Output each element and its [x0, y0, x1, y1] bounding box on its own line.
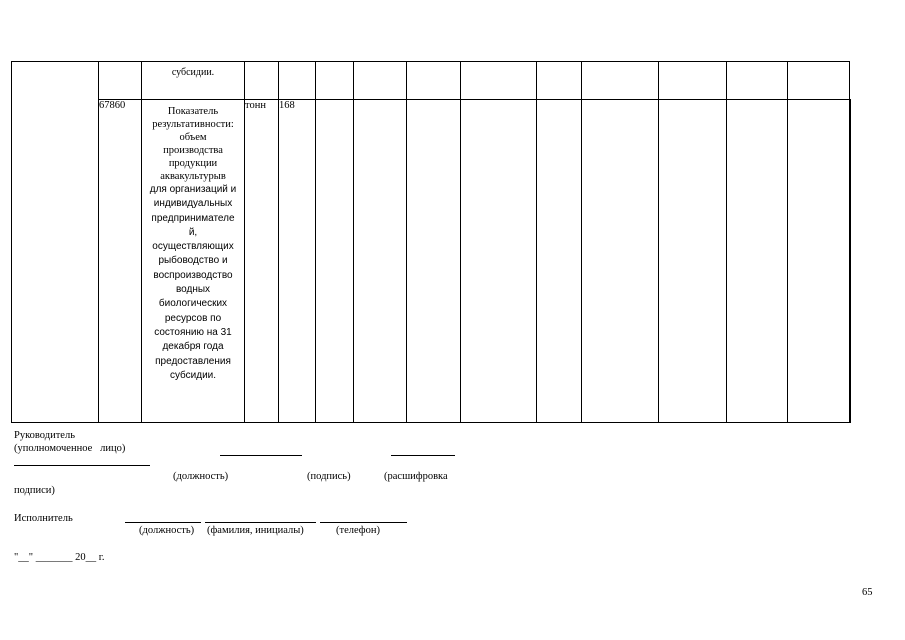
indicator-name-cell: [142, 62, 245, 100]
table-cell: [316, 62, 354, 100]
table-cell: [407, 62, 461, 100]
indicator-name-line: аквакультурыв: [160, 171, 226, 182]
table-cell: [788, 62, 850, 100]
table-cell: [659, 62, 727, 100]
indicator-name-line: й,: [188, 226, 198, 238]
table-cell: [354, 62, 407, 100]
indicator-name-line: водных: [175, 284, 211, 296]
indicator-name-line: субсидии.: [169, 369, 217, 381]
indicator-name-sans: [142, 183, 244, 383]
indicator-name-line: рыбоводство и: [158, 255, 228, 267]
indicator-name-line: ресурсов по: [164, 312, 222, 324]
indicator-name-line: продукции: [168, 158, 218, 169]
table-cell: [354, 100, 407, 423]
indicator-name-line: предпринимателе: [151, 212, 235, 224]
indicator-name-line: воспроизводство: [153, 269, 233, 281]
position-line: [220, 455, 302, 456]
table-cell: [659, 100, 727, 423]
table-cell: [279, 62, 316, 100]
indicator-name-line: осуществляющих: [152, 241, 234, 253]
exec-position-line: [125, 522, 201, 523]
exec-caption-phone: (телефон): [336, 525, 380, 536]
exec-name-line: [205, 522, 316, 523]
indicator-name-tail: субсидии.: [171, 67, 215, 78]
exec-caption-name: (фамилия, инициалы): [207, 525, 304, 536]
caption-transcript-cont: подписи): [14, 485, 55, 496]
table-cell: [245, 62, 279, 100]
indicator-name-line: производства: [163, 145, 223, 156]
table-cell: [407, 100, 461, 423]
page-number: 65: [862, 587, 873, 598]
table-cell: [788, 100, 850, 423]
exec-phone-line: [320, 522, 407, 523]
table-cell: [537, 100, 582, 423]
table-cell: [582, 100, 659, 423]
table-cell: [461, 100, 537, 423]
table-cell: [850, 100, 851, 423]
head-underline: [14, 465, 150, 466]
indicator-name-line: Показатель: [167, 106, 219, 117]
executor-label: Исполнитель: [14, 513, 73, 524]
signature-line: [391, 455, 455, 456]
table-cell: [537, 62, 582, 100]
indicator-name-serif: [142, 100, 244, 183]
table-row: [12, 62, 851, 100]
caption-transcript: (расшифровка: [384, 471, 448, 482]
date-line: "__" _______ 20__ г.: [14, 552, 105, 563]
table-cell: [99, 62, 142, 100]
exec-caption-position: (должность): [139, 525, 195, 536]
indicator-name-line: результативности:: [152, 119, 234, 130]
indicator-code: 67860: [99, 100, 142, 423]
table-row: [12, 100, 851, 423]
table-cell: [316, 100, 354, 423]
indicator-name-line: для организаций и: [149, 184, 237, 195]
table-cell: [727, 62, 788, 100]
caption-position: (должность): [173, 471, 229, 482]
indicator-name-cell: [142, 100, 245, 423]
value-cell: 168: [279, 100, 316, 423]
table-cell: [12, 62, 99, 423]
indicator-name-line: декабря года: [162, 341, 224, 353]
head-label: Руководитель: [14, 430, 75, 441]
unit-cell: тонн: [245, 100, 279, 423]
indicator-name-line: объем: [179, 132, 207, 143]
indicator-name-line: состоянию на 31: [154, 326, 232, 338]
indicator-name-line: индивидуальных: [153, 198, 233, 210]
table-cell: [461, 62, 537, 100]
indicator-name-line: предоставления: [155, 355, 231, 367]
table-cell: [582, 62, 659, 100]
indicator-name-line: биологических: [158, 298, 228, 310]
head-label-authorized: (уполномоченное лицо): [14, 443, 126, 454]
caption-signature: (подпись): [307, 471, 351, 482]
table-cell: [727, 100, 788, 423]
report-table: [11, 61, 851, 423]
